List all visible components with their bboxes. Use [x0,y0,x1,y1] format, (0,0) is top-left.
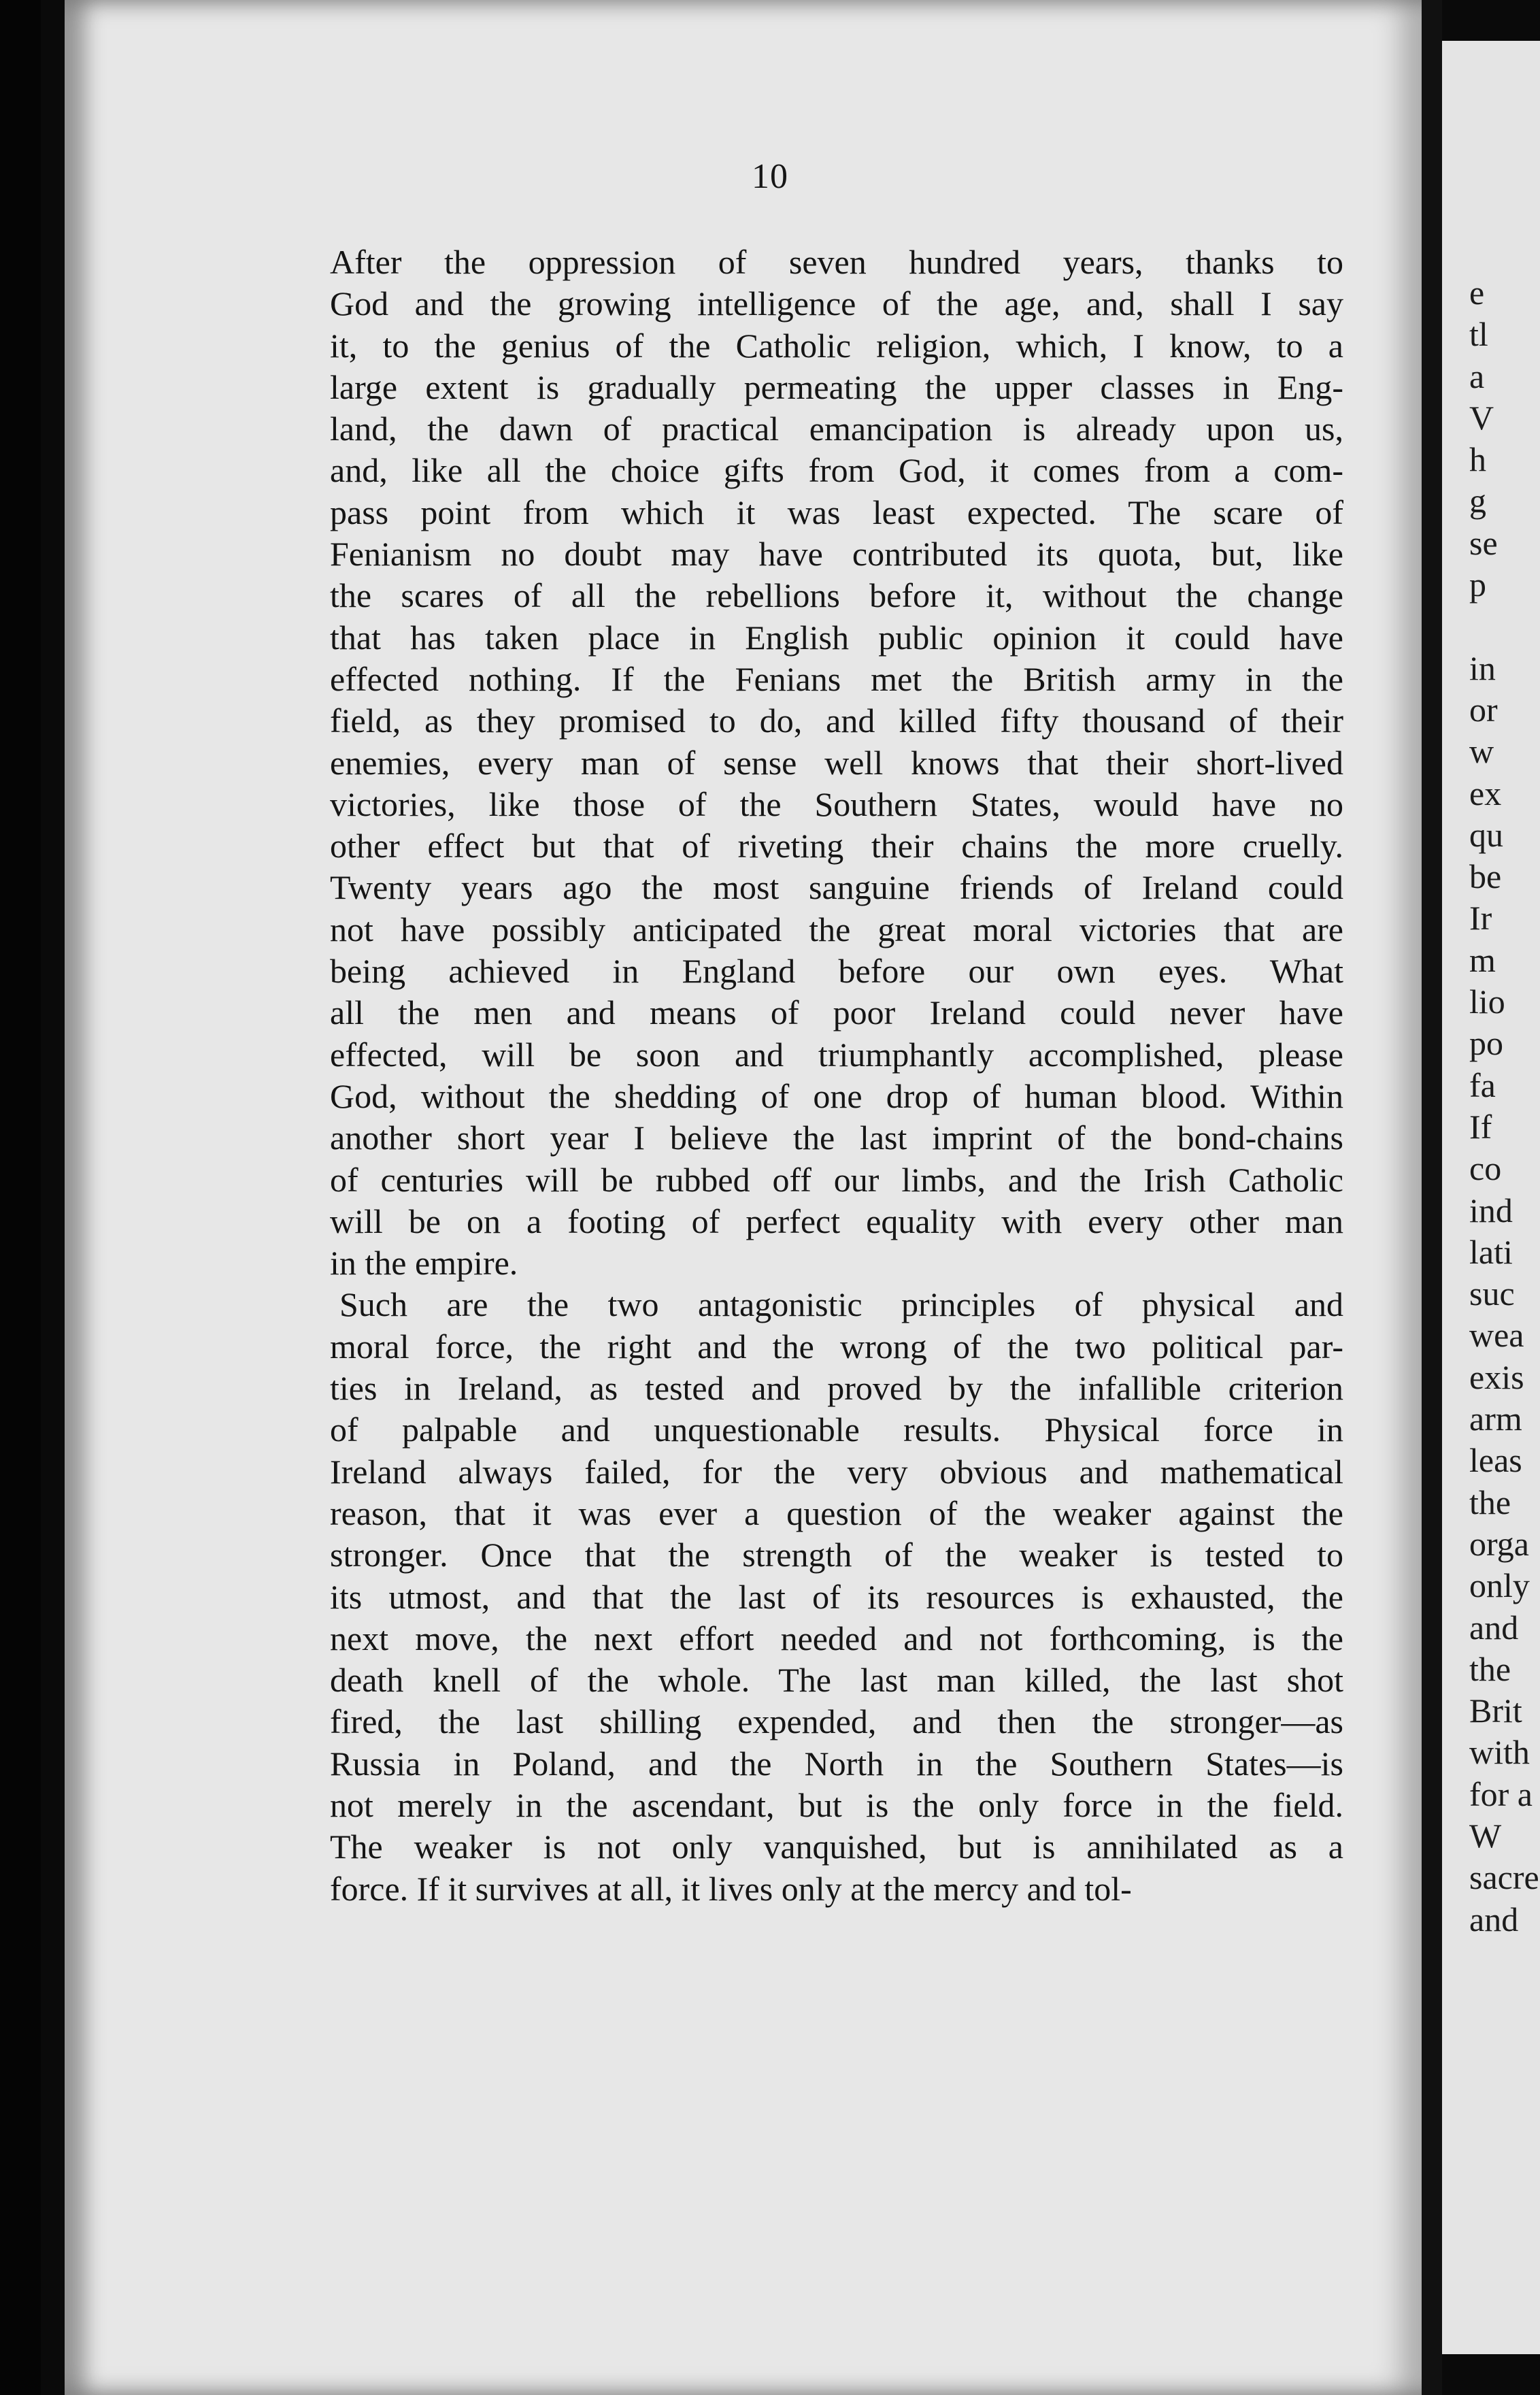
facing-page-fragment: Ir [1469,899,1492,938]
text-line: not have possibly anticipated the great moral victories that are [330,910,1343,948]
facing-page-fragment: ex [1469,774,1502,812]
facing-page-fragment: arm [1469,1400,1522,1438]
facing-page-fragment: Brit [1469,1691,1522,1730]
facing-page-fragment: leas [1469,1441,1522,1480]
facing-page-fragment: qu [1469,815,1503,854]
body-text [330,242,1343,1910]
text-line: moral force, the right and the wrong of the two political par- [330,1327,1343,1366]
text-line: in the empire. [330,1244,518,1283]
facing-page-fragment: V [1469,398,1494,437]
text-line: will be on a footing of perfect equality with every other man [330,1202,1343,1240]
text-line: ties in Ireland, as tested and proved by the infallible criterion [330,1369,1343,1408]
text-line: The weaker is not only vanquished, but is annihilated as a [330,1828,1343,1866]
facing-page-fragment: fa [1469,1066,1496,1104]
text-line: Fenianism no doubt may have contributed its quota, but, like [330,535,1343,574]
facing-page-fragment: exis [1469,1357,1524,1396]
facing-page-fragment: If [1469,1107,1492,1146]
facing-page-fragment: h [1469,440,1486,479]
text-line: fired, the last shilling expended, and then the stronger—as [330,1702,1343,1741]
facing-page-fragment: tl [1469,315,1488,354]
text-line: not merely in the ascendant, but is the only force in the field. [330,1785,1343,1824]
facing-page-fragment: with [1469,1733,1530,1772]
facing-page-fragment: the [1469,1483,1511,1521]
facing-page-fragment: p [1469,565,1486,604]
text-line: the scares of all the rebellions before it, without the change [330,576,1343,615]
text-line: pass point from which it was least expected. The scare of [330,493,1343,531]
text-line: it, to the genius of the Catholic religion, which, I know, to a [330,326,1343,365]
text-line: of centuries will be rubbed off our limbs, and the Irish Catholic [330,1160,1343,1199]
facing-page-edge [1442,41,1540,2354]
text-line: being achieved in England before our own eyes. What [330,952,1343,991]
text-line: force. If it survives at all, it lives only at the mercy and tol- [330,1869,1132,1908]
facing-page-fragment: W [1469,1816,1502,1855]
text-line: field, as they promised to do, and killed fifty thousand of their [330,701,1343,740]
facing-page-fragment: the [1469,1649,1511,1688]
facing-page-fragment: co [1469,1149,1502,1188]
book-gutter [1422,0,1442,2395]
facing-page-fragment: w [1469,732,1494,771]
text-line: another short year I believe the last imprint of the bond-chains [330,1119,1343,1157]
text-line: death knell of the whole. The last man killed, the last shot [330,1661,1343,1700]
facing-page-fragment: wea [1469,1316,1524,1355]
text-line: Ireland always failed, for the very obvious and mathematical [330,1452,1343,1491]
facing-page-fragment: only [1469,1566,1530,1605]
facing-page-fragment: sacre [1469,1858,1539,1897]
facing-page-fragment: g [1469,482,1486,521]
facing-page-fragment: and [1469,1900,1519,1938]
facing-page-fragment: and [1469,1608,1519,1647]
text-line: of palpable and unquestionable results. Physical force in [330,1410,1343,1449]
facing-page-fragment: orga [1469,1524,1529,1563]
text-line: reason, that it was ever a question of the weaker against the [330,1493,1343,1532]
page-number: 10 [752,157,788,196]
facing-page-fragment: for a [1469,1774,1533,1813]
text-line: victories, like those of the Southern States, would have no [330,784,1343,823]
facing-page-fragment: or [1469,690,1498,729]
text-line: effected nothing. If the Fenians met the British army in the [330,659,1343,698]
text-line: stronger. Once that the strength of the weaker is tested to [330,1536,1343,1574]
text-line: Twenty years ago the most sanguine friends of Ireland could [330,868,1343,907]
text-line: effected, will be soon and triumphantly accomplished, please [330,1035,1343,1074]
facing-page-fragment: lati [1469,1232,1513,1271]
text-line: God and the growing intelligence of the age, and, shall I say [330,284,1343,323]
facing-page-fragment: ind [1469,1191,1513,1229]
text-line: God, without the shedding of one drop of human blood. Within [330,1076,1343,1115]
text-line: large extent is gradually permeating the upper classes in Eng- [330,367,1343,406]
text-line: land, the dawn of practical emancipation is already upon us, [330,410,1343,448]
text-line: After the oppression of seven hundred years, thanks to [330,243,1343,281]
text-line: its utmost, and that the last of its resources is exhausted, the [330,1577,1343,1616]
facing-page-fragment: e [1469,274,1485,312]
facing-page-fragment: se [1469,523,1498,562]
text-line: and, like all the choice gifts from God, it comes from a com- [330,451,1343,490]
facing-page-fragment: in [1469,648,1496,687]
text-line: all the men and means of poor Ireland could never have [330,993,1343,1032]
facing-page-fragment: be [1469,857,1502,896]
facing-page-fragment: a [1469,357,1485,395]
text-line: other effect but that of riveting their chains the more cruelly. [330,827,1343,865]
text-line: enemies, every man of sense well knows that their short-lived [330,743,1343,782]
facing-page-fragment: m [1469,940,1496,979]
facing-page-fragment [1469,606,1540,647]
text-line: Russia in Poland, and the North in the Southern States—is [330,1744,1343,1783]
facing-page-text [1469,272,1540,1940]
facing-page-fragment: po [1469,1024,1503,1063]
facing-page-fragment: lio [1469,982,1505,1021]
text-line: Such are the two antagonistic principles of physical and [339,1285,1343,1324]
text-line: that has taken place in English public opinion it could have [330,618,1343,657]
facing-page-fragment: suc [1469,1274,1515,1313]
text-line: next move, the next effort needed and not forthcoming, is the [330,1619,1343,1657]
